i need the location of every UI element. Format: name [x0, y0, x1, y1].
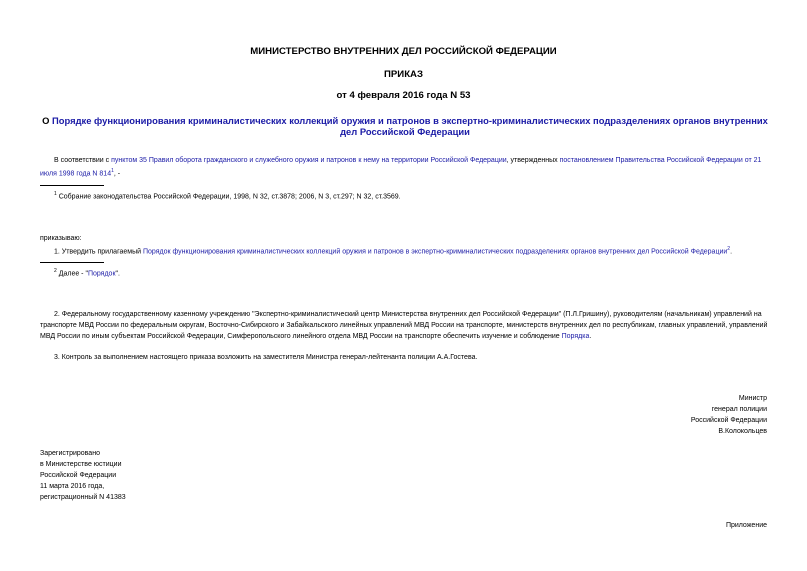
preamble-text-3: , - [113, 170, 121, 178]
footnote-1-ref[interactable]: 1 [111, 168, 114, 174]
footnote-2-ref[interactable]: 2 [727, 246, 731, 252]
document-title [40, 115, 770, 137]
preamble-text-1: В соответствии с [54, 157, 112, 164]
resolution-link[interactable]: постановлением Правительства Российской Федерации от 21 июля 1998 года N 814 [40, 157, 762, 178]
signature-name: В.Колокольцев [718, 428, 767, 435]
footnote-1-mark: 1 [54, 191, 57, 197]
signature-line-2: генерал полиции [711, 406, 767, 413]
registration-line-3: Российской Федерации [40, 472, 117, 479]
item-1-end: . [730, 248, 733, 256]
registration-line-1: Зарегистрировано [40, 450, 100, 457]
footnote-2 [54, 266, 120, 279]
registration-line-2: в Министерстве юстиции [40, 461, 122, 468]
footnote-2-mark: 2 [54, 268, 57, 274]
procedure-link-2[interactable]: Порядка [561, 333, 590, 340]
footnote-1-text: Собрание законодательства Российской Федерации, 1998, N 32, ст.3878; 2006, N 3, ст.297; N 32, ст.3569. [56, 193, 401, 201]
footnote-separator-1 [40, 185, 104, 186]
order-word: приказываю: [40, 235, 82, 242]
item-2-text: 2. Федеральному государственному казенному учреждению "Экспертно-криминалистический центр Министерства внутренних дел Российской Федерации" (П.Л.Гришину), руководителям (начальникам) управлений на транспорте МВД России по федеральным округам, Восточно-Сибирского и Забайкальского линейных управлений МВД России на транспорте, министерств внутренних дел по республикам, главных управлений, управлений МВД России по иным субъектам Российской Федерации, Симферопольского линейного отдела МВД России на транспорте обеспечить изучение и соблюдение [40, 311, 768, 340]
appendix-label: Приложение [725, 522, 767, 529]
item-3: 3. Контроль за выполнением настоящего приказа возложить на заместителя Министра генерал-лейтенанта полиции А.А.Гостева. [54, 354, 478, 361]
ministry-heading: МИНИСТЕРСТВО ВНУТРЕННИХ ДЕЛ РОССИЙСКОЙ ФЕДЕРАЦИИ [250, 46, 557, 57]
footnote-2-link[interactable]: Порядок [87, 270, 116, 278]
footnote-1 [54, 189, 401, 202]
item-1 [54, 244, 732, 257]
title-link[interactable]: Порядке функционирования криминалистических коллекций оружия и патронов в экспертно-криминалистических подразделениях органов внутренних дел Российской Федерации [52, 115, 768, 137]
procedure-link[interactable]: Порядок функционирования криминалистических коллекций оружия и патронов в экспертно-криминалистических подразделениях органов внутренних дел Российской Федерации [142, 248, 728, 256]
doc-type-heading: ПРИКАЗ [384, 69, 423, 80]
footnote-separator-2 [40, 262, 104, 263]
title-prefix: О [42, 115, 53, 126]
signature-line-3: Российской Федерации [690, 417, 767, 424]
item-2-end: . [589, 333, 592, 340]
registration-line-5: регистрационный N 41383 [40, 494, 126, 501]
rules-link[interactable]: пунктом 35 Правил оборота гражданского и служебного оружия и патронов к нему на территории Российской Федерации [111, 157, 507, 164]
preamble-text-2: , утвержденных [506, 157, 560, 164]
footnote-2-text-1: Далее - " [56, 270, 88, 278]
item-1-text: 1. Утвердить прилагаемый [54, 248, 143, 256]
item-2 [40, 309, 768, 342]
footnote-2-text-2: ". [115, 270, 120, 278]
preamble-paragraph [40, 155, 768, 179]
doc-date-heading: от 4 февраля 2016 года N 53 [336, 90, 471, 101]
registration-line-4: 11 марта 2016 года, [40, 483, 105, 490]
signature-line-1: Министр [738, 395, 767, 402]
